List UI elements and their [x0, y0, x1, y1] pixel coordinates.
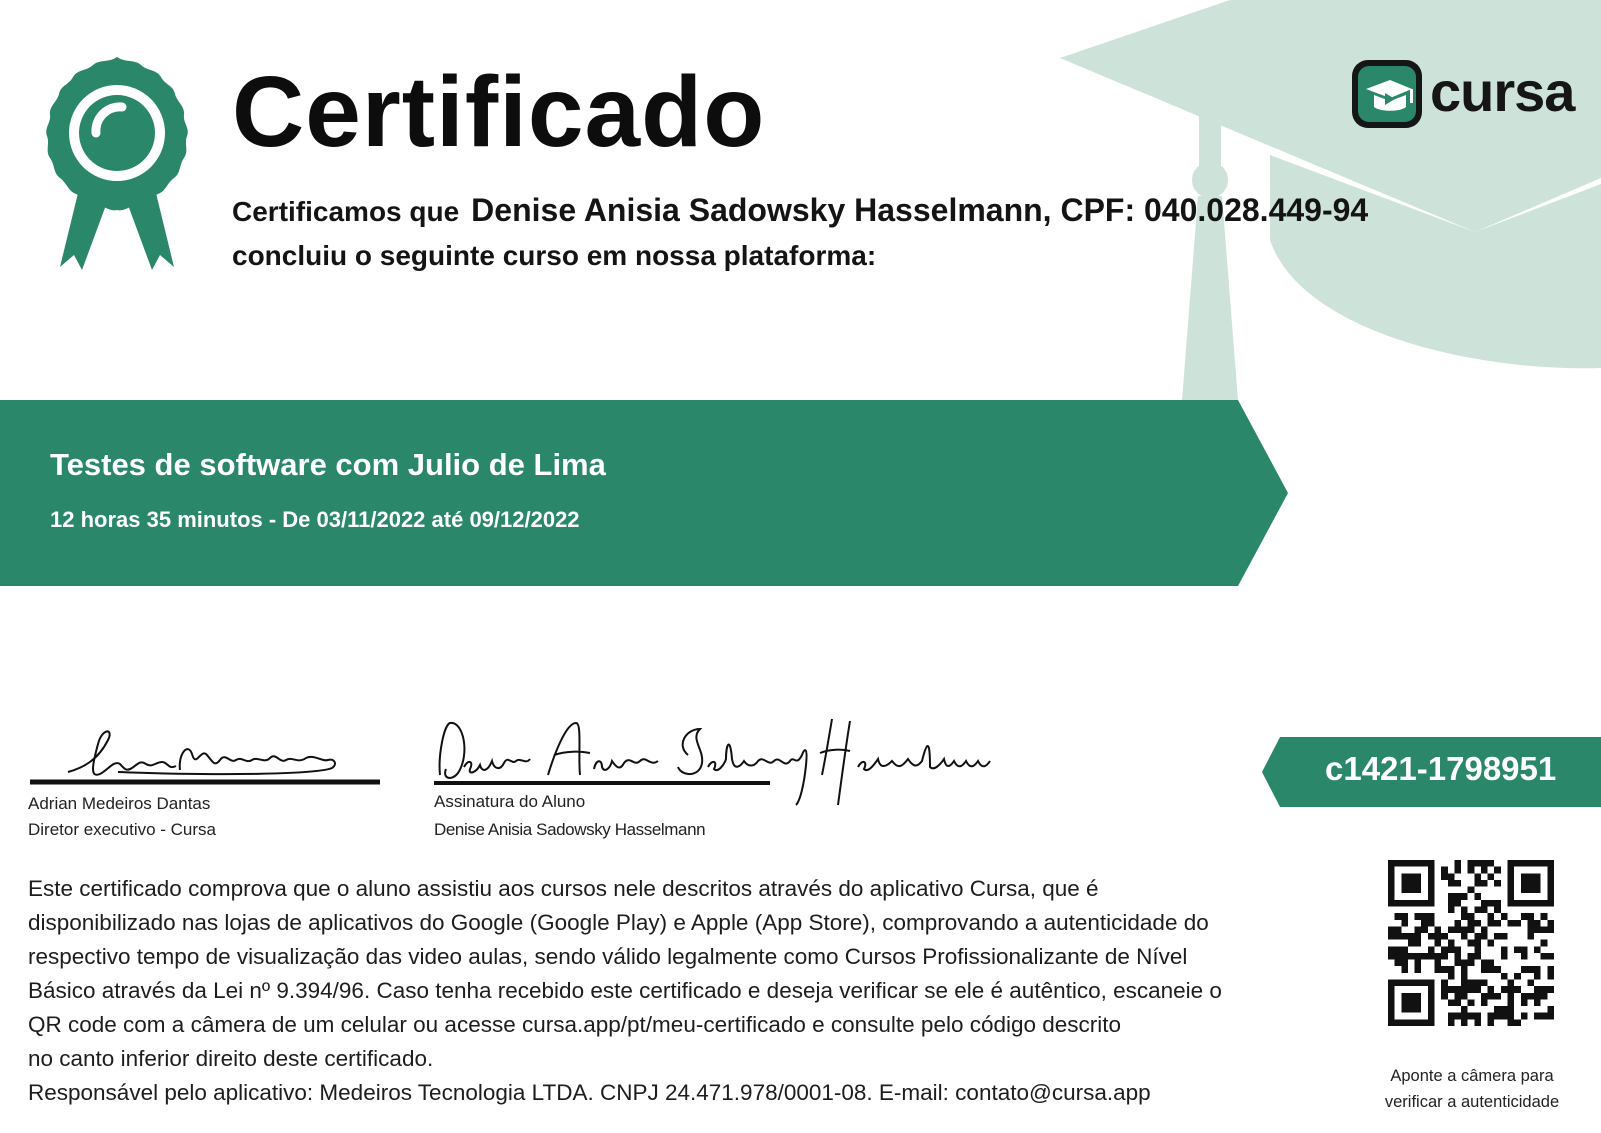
- body-line: Este certificado comprova que o aluno assistiu aos cursos nele descritos através do aplicativo Cursa, que é: [28, 876, 1099, 901]
- qr-code[interactable]: [1388, 860, 1554, 1026]
- qr-caption: [1352, 1063, 1592, 1115]
- cert-prefix: Certificamos que: [232, 196, 460, 227]
- student-name-cpf: Denise Anisia Sadowsky Hasselmann, CPF: 040.028.449-94: [471, 192, 1369, 228]
- verification-code: c1421-1798951: [1325, 750, 1557, 787]
- certificate-title: Certificado: [232, 56, 766, 168]
- qr-caption-line: verificar a autenticidade: [1384, 1093, 1560, 1111]
- body-line: respectivo tempo de visualização das video aulas, sendo válido legalmente como Cursos Profissionalizante de Nível: [28, 944, 1188, 969]
- body-line: Básico através da Lei nº 9.394/96. Caso tenha recebido este certificado e deseja verificar se ele é autêntico, escaneie o: [28, 978, 1222, 1003]
- cursa-logo: [1350, 56, 1575, 132]
- certification-statement: [232, 192, 1368, 229]
- director-signature: [28, 720, 388, 790]
- body-line: no canto inferior direito deste certificado.: [28, 1046, 434, 1071]
- course-duration-dates: 12 horas 35 minutos - De 03/11/2022 até 09/12/2022: [50, 507, 580, 532]
- play-graduation-cap-icon: [1350, 56, 1426, 132]
- cert-suffix: concluiu o seguinte curso em nossa plataforma:: [232, 240, 877, 271]
- logo-wordmark: cursa: [1430, 60, 1575, 123]
- director-role: Diretor executivo - Cursa: [28, 820, 217, 839]
- award-medal-icon: [44, 55, 190, 275]
- student-signature-label: Assinatura do Aluno: [434, 792, 586, 811]
- body-line: disponibilizado nas lojas de aplicativos do Google (Google Play) e Apple (App Store), comprovando a autenticidade do: [28, 910, 1209, 935]
- course-name: Testes de software com Julio de Lima: [50, 447, 606, 482]
- certificate-body-text: [28, 872, 1348, 1110]
- body-line: QR code com a câmera de um celular ou acesse cursa.app/pt/meu-certificado e consulte pelo código descrito: [28, 1012, 1122, 1037]
- director-name: Adrian Medeiros Dantas: [28, 794, 211, 813]
- student-name: Denise Anisia Sadowsky Hasselmann: [434, 820, 706, 839]
- course-banner: [0, 400, 1290, 586]
- qr-caption-line: Aponte a câmera para: [1390, 1067, 1554, 1085]
- body-line: Responsável pelo aplicativo: Medeiros Tecnologia LTDA. CNPJ 24.471.978/0001-08. E-mail: contato@cursa.app: [28, 1080, 1151, 1105]
